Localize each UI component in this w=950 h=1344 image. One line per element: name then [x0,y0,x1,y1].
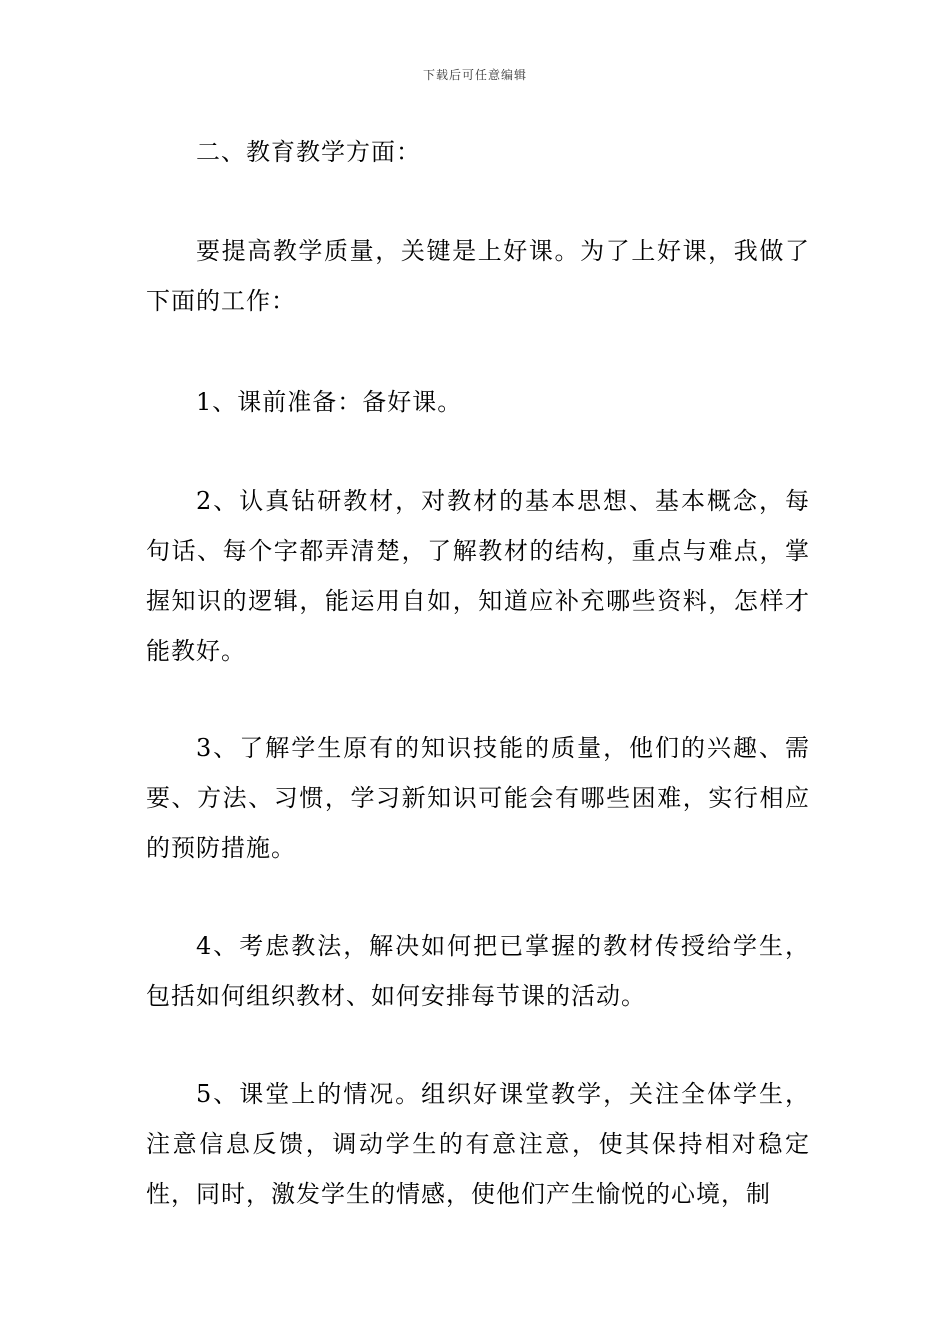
paragraph-item-1: 1、课前准备：备好课。 [196,388,463,416]
paragraph-item-4: 4、考虑教法，解决如何把已掌握的教材传授给学生，包括如何组织教材、如何安排每节课的活动。 [146,932,810,1010]
section-heading: 二、教育教学方面： [196,138,421,166]
paragraph-intro: 要提高教学质量，关键是上好课。为了上好课，我做了下面的工作： [146,237,810,315]
paragraph-item-3: 3、了解学生原有的知识技能的质量，他们的兴趣、需要、方法、习惯，学习新知识可能会有哪些困难，实行相应的预防措施。 [146,734,810,862]
paragraph-item-2: 2、认真钻研教材，对教材的基本思想、基本概念，每句话、每个字都弄清楚，了解教材的结构，重点与难点，掌握知识的逻辑，能运用自如，知道应补充哪些资料，怎样才能教好。 [146,487,810,665]
header-note: 下载后可任意编辑 [422,68,527,82]
paragraph-item-5: 5、课堂上的情况。组织好课堂教学，关注全体学生，注意信息反馈，调动学生的有意注意，使其保持相对稳定性，同时，激发学生的情感，使他们产生愉悦的心境，制 [146,1080,810,1208]
